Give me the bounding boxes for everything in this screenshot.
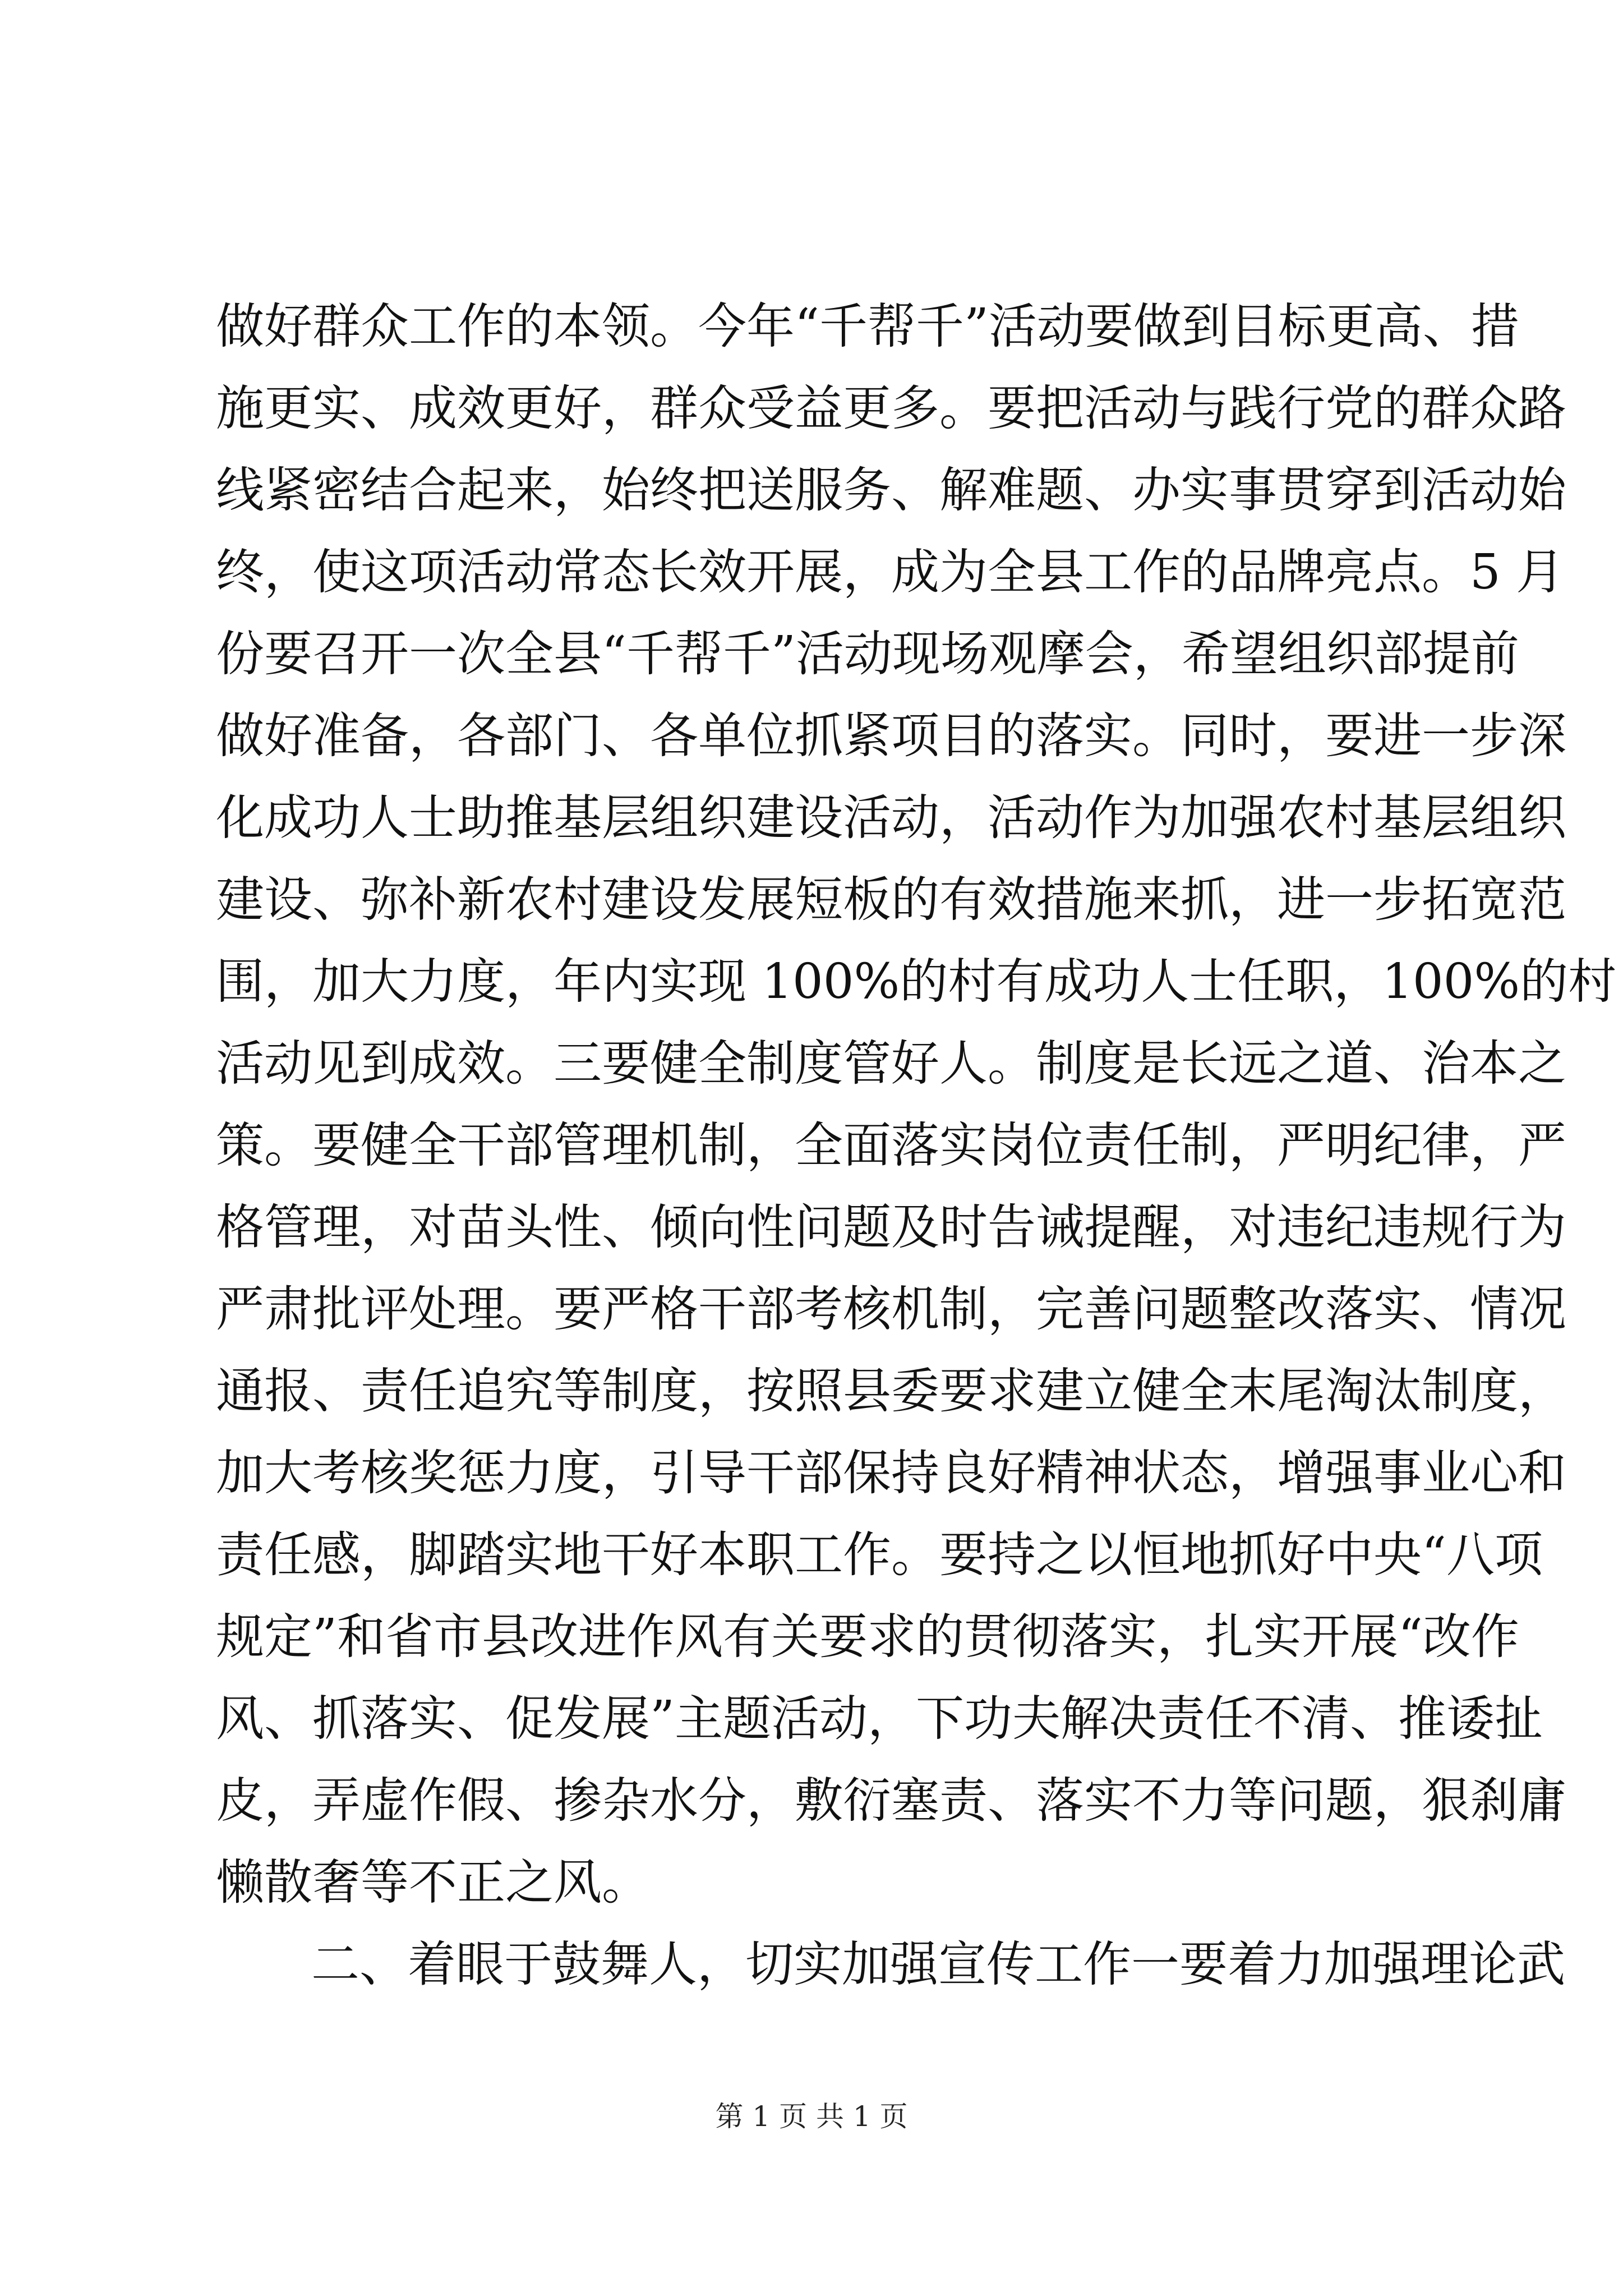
paragraph-line: 围，加大力度，年内实现 100%的村有成功人士任职，100%的村 — [216, 954, 1617, 1010]
paragraph-line: 懒散奢等不正之风。 — [216, 1855, 650, 1911]
paragraph-line: 建设、弥补新农村建设发展短板的有效措施来抓，进一步拓宽范 — [216, 872, 1566, 928]
paragraph-line: 加大考核奖惩力度，引导干部保持良好精神状态，增强事业心和 — [216, 1445, 1566, 1501]
paragraph-line: 活动见到成效。三要健全制度管好人。制度是长远之道、治本之 — [216, 1036, 1566, 1092]
paragraph-line: 做好群众工作的本领。今年“千帮千”活动要做到目标更高、措 — [216, 298, 1519, 355]
paragraph-line: 策。要健全干部管理机制，全面落实岗位责任制，严明纪律，严 — [216, 1117, 1566, 1174]
paragraph-line: 责任感，脚踏实地干好本职工作。要持之以恒地抓好中央“八项 — [216, 1527, 1543, 1583]
paragraph-line: 做好准备，各部门、各单位抓紧项目的落实。同时，要进一步深 — [216, 708, 1566, 764]
paragraph-line: 份要召开一次全县“千帮千”活动现场观摩会，希望组织部提前 — [216, 626, 1519, 682]
paragraph-line: 终，使这项活动常态长效开展，成为全县工作的品牌亮点。5 月 — [216, 544, 1565, 600]
paragraph-line: 规定”和省市县改进作风有关要求的贯彻落实，扎实开展“改作 — [216, 1609, 1519, 1665]
paragraph-line: 线紧密结合起来，始终把送服务、解难题、办实事贯穿到活动始 — [216, 462, 1566, 518]
page-number-footer: 第 1 页 共 1 页 — [715, 2100, 908, 2133]
section-heading-line: 二、着眼于鼓舞人，切实加强宣传工作一要着力加强理论武 — [311, 1936, 1565, 1993]
paragraph-line: 化成功人士助推基层组织建设活动，活动作为加强农村基层组织 — [216, 790, 1566, 846]
paragraph-line: 严肃批评处理。要严格干部考核机制，完善问题整改落实、情况 — [216, 1281, 1566, 1337]
paragraph-line: 施更实、成效更好，群众受益更多。要把活动与践行党的群众路 — [216, 380, 1566, 436]
paragraph-line: 风、抓落实、促发展”主题活动，下功夫解决责任不清、推诿扯 — [216, 1691, 1543, 1747]
paragraph-line: 皮，弄虚作假、掺杂水分，敷衍塞责、落实不力等问题，狠刹庸 — [216, 1773, 1566, 1829]
paragraph-line: 通报、责任追究等制度，按照县委要求建立健全末尾淘汰制度， — [216, 1363, 1566, 1419]
paragraph-line: 格管理，对苗头性、倾向性问题及时告诫提醒，对违纪违规行为 — [216, 1199, 1566, 1255]
